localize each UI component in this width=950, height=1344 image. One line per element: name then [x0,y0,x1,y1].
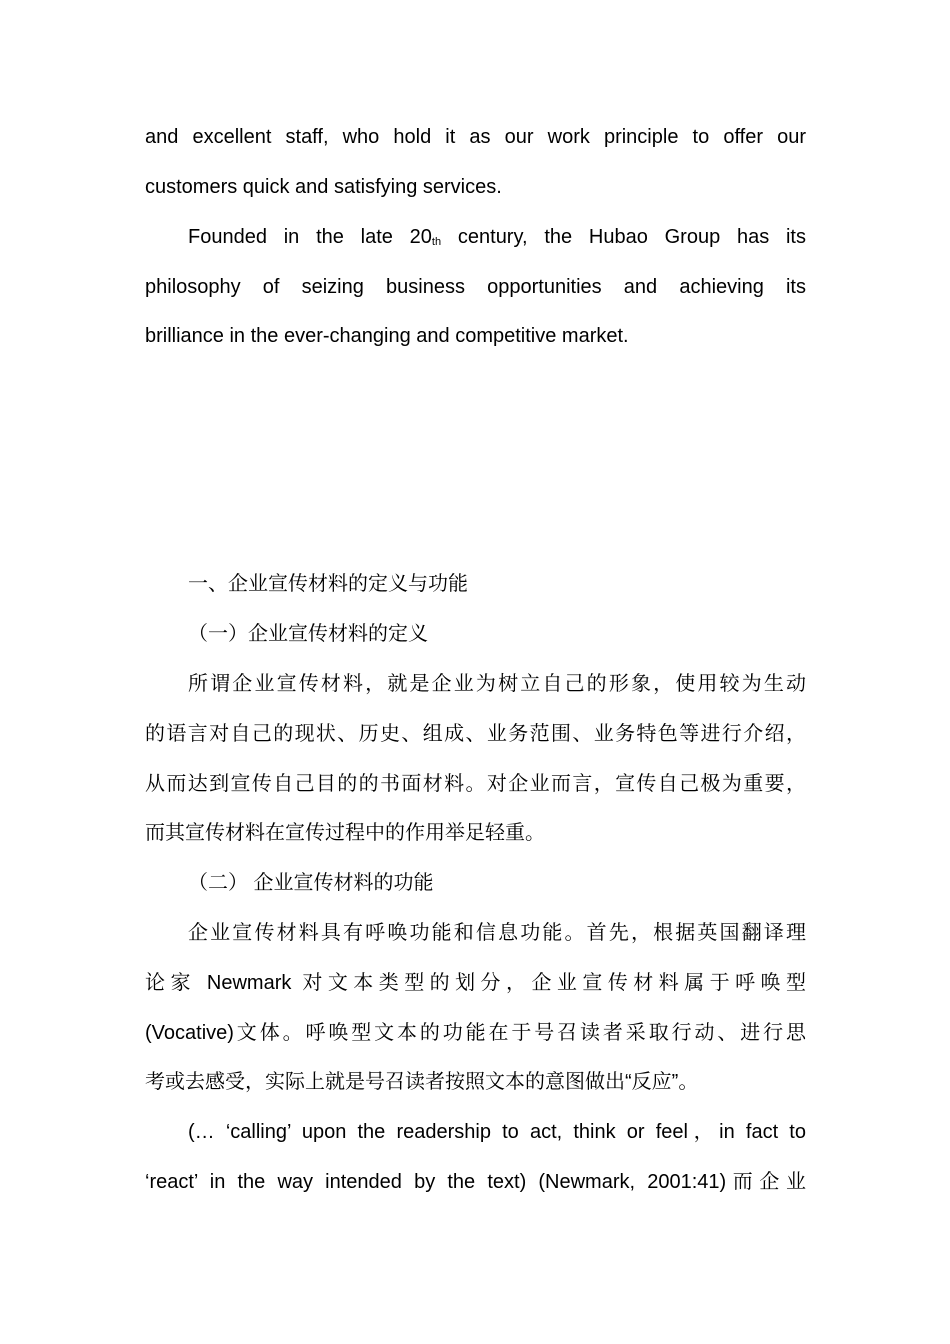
paragraph-line: 从而达到宣传自己目的的书面材料。对企业而言，宣传自己极为重要， [145,773,806,795]
section-heading: 一、企业宣传材料的定义与功能 [188,573,468,595]
paragraph-line: ‘react’ in the way intended by the text) (Newmark, 2001:41)而企业 [145,1171,806,1193]
subsection-heading: （一）企业宣传材料的定义 [188,623,428,645]
paragraph-line: philosophy of seizing business opportunities and achieving its [145,276,806,298]
paragraph-line: 企业宣传材料具有呼唤功能和信息功能。首先，根据英国翻译理 [188,922,806,944]
paragraph-line: (Vocative)文体。呼唤型文本的功能在于号召读者采取行动、进行思 [145,1022,806,1044]
paragraph-line: and excellent staff, who hold it as our work principle to offer our [145,126,806,148]
text-run: century, the Hubao Group has its [441,226,806,248]
paragraph-line: 所谓企业宣传材料，就是企业为树立自己的形象，使用较为生动 [188,673,806,695]
subsection-heading: （二） 企业宣传材料的功能 [188,872,434,894]
paragraph-line: customers quick and satisfying services. [145,176,502,198]
paragraph-line: 的语言对自己的现状、历史、组成、业务范围、业务特色等进行介绍， [145,723,806,745]
paragraph-line: 考或去感受，实际上就是号召读者按照文本的意图做出“反应”。 [145,1071,699,1093]
text-run: Founded in the late 20 [188,226,432,248]
paragraph-line: 而其宣传材料在宣传过程中的作用举足轻重。 [145,822,545,844]
superscript-ordinal: th [431,236,442,248]
paragraph-line: 论家 Newmark 对文本类型的划分，企业宣传材料属于呼唤型 [145,972,806,994]
document-page [145,0,806,1344]
paragraph-line [145,224,806,255]
paragraph-line: brilliance in the ever-changing and competitive market. [145,325,629,347]
paragraph-line: (… ‘calling’ upon the readership to act, think or feel，in fact to [188,1121,806,1143]
